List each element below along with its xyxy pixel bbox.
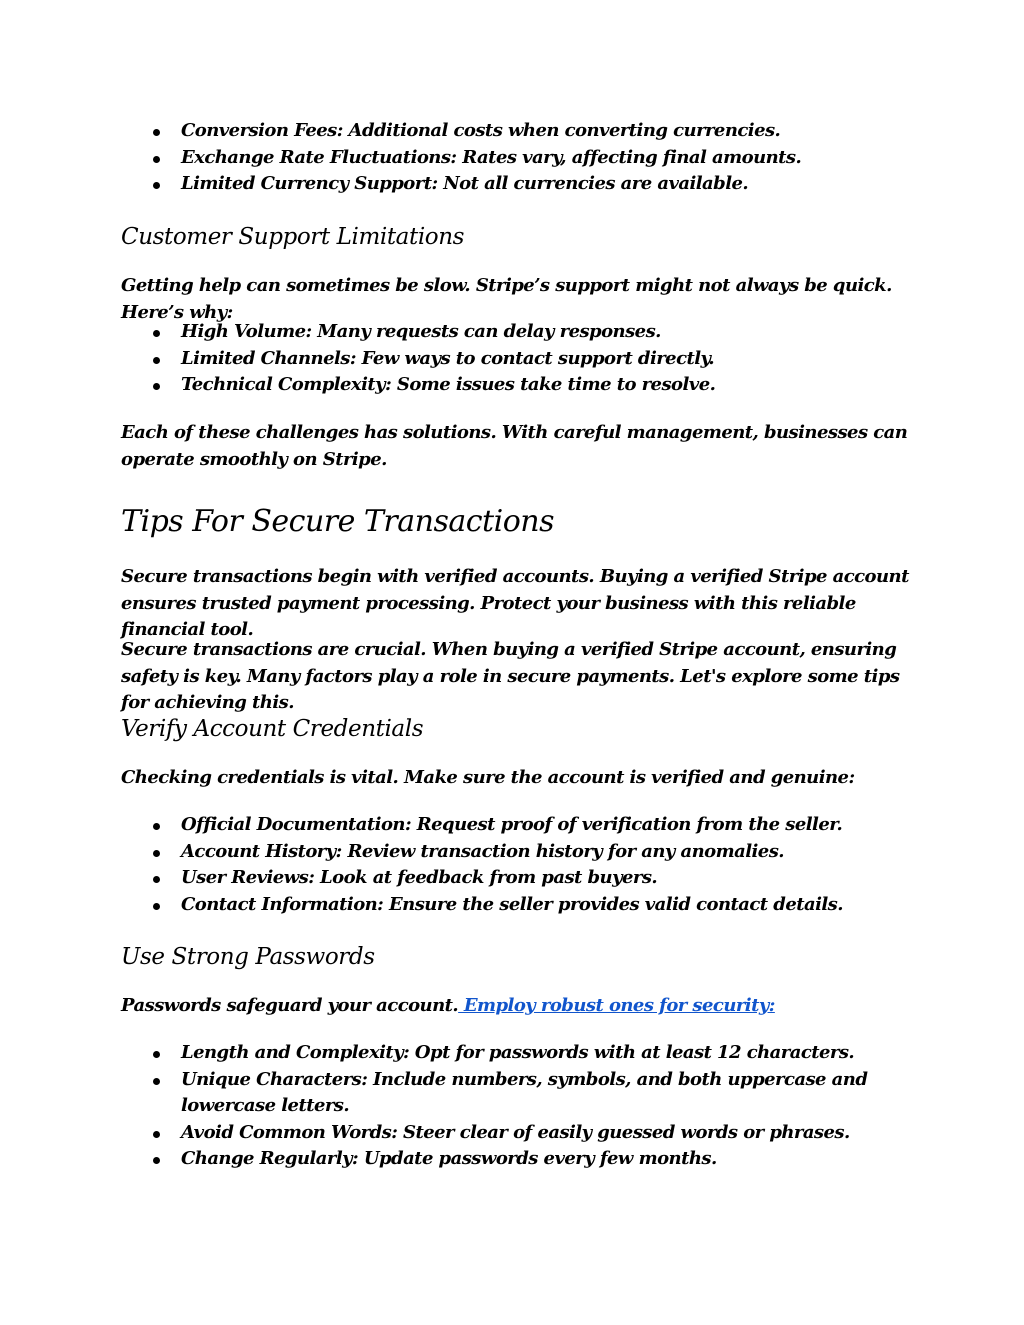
list-item: Exchange Rate Fluctuations: Rates vary, affecting final amounts. (121, 145, 901, 172)
list-item: Technical Complexity: Some issues take time to resolve. (121, 372, 901, 399)
employ-robust-link[interactable]: Employ robust ones for security: (458, 995, 775, 1016)
strong-passwords-intro (121, 993, 921, 1020)
list-item: Contact Information: Ensure the seller provides valid contact details. (121, 892, 901, 919)
list-item: Limited Channels: Few ways to contact support directly. (121, 346, 901, 373)
list-item: Official Documentation: Request proof of verification from the seller. (121, 812, 901, 839)
list-item: Avoid Common Words: Steer clear of easily guessed words or phrases. (121, 1120, 901, 1147)
passwords-intro-text: Passwords safeguard your account. (121, 995, 459, 1016)
tips-paragraph-1: Secure transactions begin with verified accounts. Buying a verified Stripe account ensures trusted payment processing. Protect your business with this reliable financial tool. (121, 566, 909, 640)
currency-issues-list (121, 118, 901, 198)
list-item: High Volume: Many requests can delay responses. (121, 319, 901, 346)
customer-support-list (121, 319, 901, 399)
tips-paragraph-2: Secure transactions are crucial. When buying a verified Stripe account, ensuring safety is key. Many factors play a role in secure payments. Let's explore some tips for achieving this. (121, 639, 900, 713)
strong-passwords-list (121, 1040, 901, 1173)
verify-credentials-intro: Checking credentials is vital. Make sure the account is verified and genuine: (121, 767, 855, 788)
verify-credentials-heading: Verify Account Credentials (121, 716, 424, 742)
list-item: Length and Complexity: Opt for passwords with at least 12 characters. (121, 1040, 901, 1067)
customer-support-heading: Customer Support Limitations (121, 224, 465, 250)
list-item: Limited Currency Support: Not all currencies are available. (121, 171, 901, 198)
list-item: Change Regularly: Update passwords every few months. (121, 1146, 901, 1173)
list-item: Unique Characters: Include numbers, symbols, and both uppercase and lowercase letters. (121, 1067, 901, 1120)
list-item: User Reviews: Look at feedback from past buyers. (121, 865, 901, 892)
tips-title: Tips For Secure Transactions (121, 504, 554, 539)
list-item: Account History: Review transaction history for any anomalies. (121, 839, 901, 866)
list-item: Conversion Fees: Additional costs when converting currencies. (121, 118, 901, 145)
customer-support-outro: Each of these challenges has solutions. With careful management, businesses can operate smoothly on Stripe. (121, 422, 908, 470)
strong-passwords-heading: Use Strong Passwords (121, 944, 375, 970)
customer-support-intro: Getting help can sometimes be slow. Stripe’s support might not always be quick. Here’s why: (121, 275, 892, 323)
verify-credentials-list (121, 812, 901, 918)
